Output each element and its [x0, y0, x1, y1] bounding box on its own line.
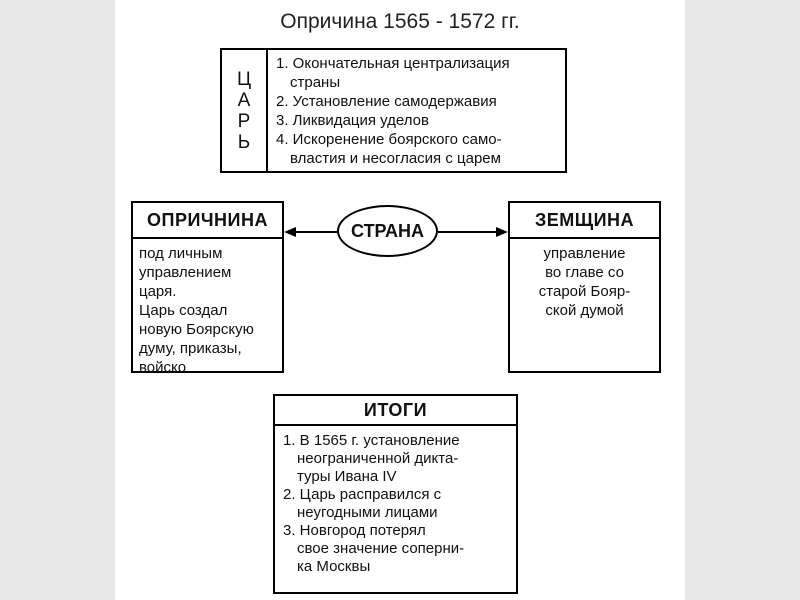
zemshchina-line: во главе со: [545, 264, 624, 281]
results-line: ка Москвы: [297, 558, 371, 575]
oprichnina-line: царя.: [139, 283, 177, 300]
tsar-goal-line: 3. Ликвидация уделов: [276, 112, 429, 129]
oprichnina-line: войско: [139, 359, 187, 376]
diagram-title: Опричина 1565 - 1572 гг.: [280, 10, 520, 33]
results-line: свое значение соперни-: [297, 540, 465, 557]
tsar-letter: А: [237, 89, 251, 111]
zemshchina-heading: ЗЕМЩИНА: [510, 203, 659, 239]
tsar-goal-line: властия и несогласия с царем: [290, 150, 501, 167]
oprichnina-line: управлением: [139, 264, 232, 281]
results-line: туры Ивана IV: [297, 468, 397, 485]
tsar-goal-line: 2. Установление самодержавия: [276, 93, 497, 110]
zemshchina-line: управление: [543, 245, 626, 262]
tsar-letter: Ц: [236, 68, 252, 90]
country-ellipse: СТРАНА: [337, 205, 438, 257]
results-line: 2. Царь расправился с: [283, 486, 442, 503]
tsar-goal-line: 4. Искоренение боярского само-: [276, 131, 502, 148]
oprichnina-description: [133, 239, 282, 377]
oprichnina-line: думу, приказы,: [139, 340, 242, 357]
results-line: 3. Новгород потерял: [283, 522, 426, 539]
results-line: неугодными лицами: [297, 504, 438, 521]
oprichnina-line: Царь создал: [139, 302, 228, 319]
left-arrowhead-icon: [284, 227, 296, 237]
tsar-letter: Ь: [237, 131, 251, 153]
results-line: неограниченной дикта-: [297, 450, 459, 467]
results-box: [273, 394, 518, 594]
oprichnina-line: под личным: [139, 245, 223, 262]
tsar-letter: Р: [237, 110, 251, 132]
results-heading: ИТОГИ: [275, 396, 516, 426]
oprichnina-line: новую Боярскую: [139, 321, 254, 338]
diagram-page: [115, 0, 685, 600]
zemshchina-box: [508, 201, 661, 373]
results-list: [275, 426, 516, 576]
oprichnina-box: [131, 201, 284, 376]
right-arrowhead-icon: [496, 227, 508, 237]
tsar-goal-line: 1. Окончательная централизация: [276, 55, 510, 72]
zemshchina-line: старой Бояр-: [538, 283, 631, 300]
tsar-goal-line: страны: [290, 74, 341, 91]
oprichnina-heading: ОПРИЧНИНА: [133, 203, 282, 239]
zemshchina-description: [510, 239, 659, 320]
zemshchina-line: ской думой: [545, 302, 624, 319]
results-line: 1. В 1565 г. установление: [283, 432, 460, 449]
